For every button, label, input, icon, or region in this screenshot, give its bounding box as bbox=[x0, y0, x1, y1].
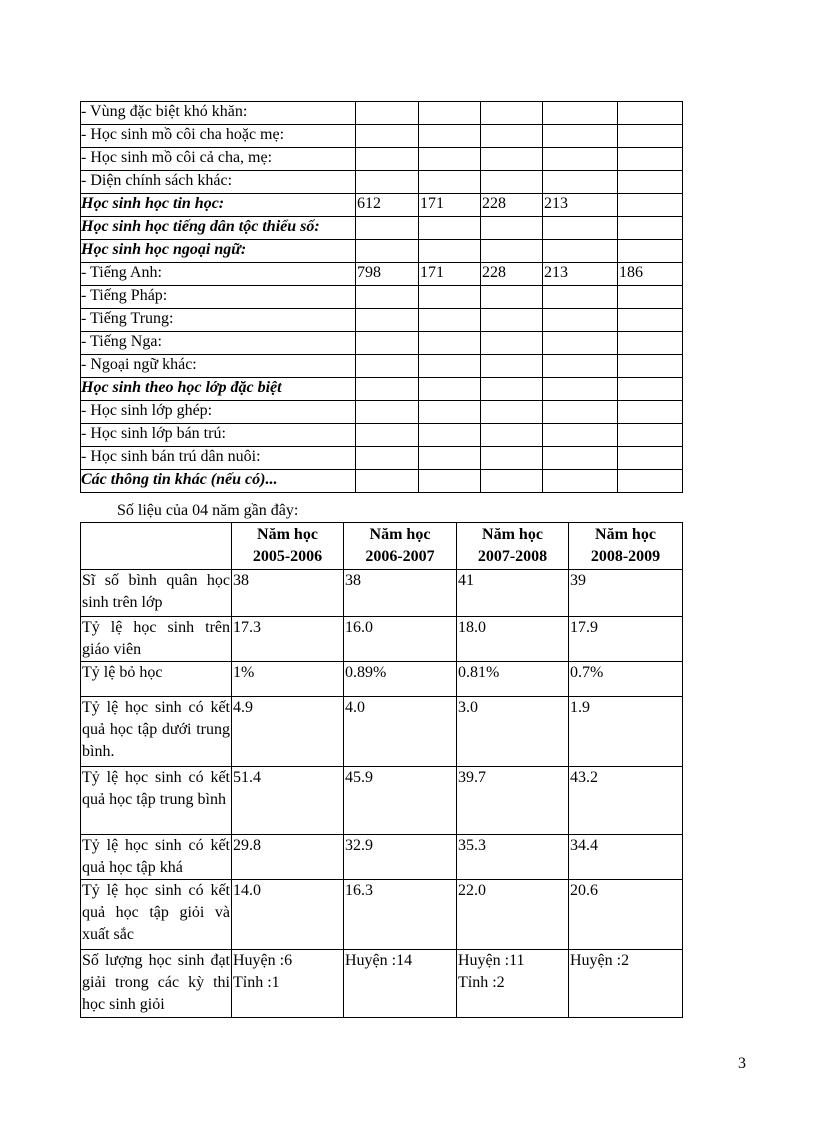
table-cell bbox=[481, 102, 543, 125]
table-cell bbox=[481, 171, 543, 194]
row-label: Học sinh học tin học: bbox=[81, 194, 356, 217]
table-cell bbox=[543, 424, 618, 447]
table-cell bbox=[356, 240, 419, 263]
row-label: - Vùng đặc biệt khó khăn: bbox=[81, 102, 356, 125]
table-cell bbox=[618, 332, 683, 355]
table-row bbox=[81, 286, 683, 309]
table-cell bbox=[356, 378, 419, 401]
table-cell bbox=[618, 401, 683, 424]
table-cell: 18.0 bbox=[457, 617, 569, 662]
row-label: Học sinh theo học lớp đặc biệt bbox=[81, 378, 356, 401]
table-row bbox=[81, 570, 683, 617]
table-row bbox=[81, 697, 683, 767]
table-cell bbox=[481, 332, 543, 355]
table-cell: 16.3 bbox=[344, 880, 457, 950]
table-cell: 4.9 bbox=[232, 697, 344, 767]
table-cell: 612 bbox=[356, 194, 419, 217]
table-cell bbox=[618, 378, 683, 401]
table-cell bbox=[481, 355, 543, 378]
table-cell bbox=[356, 332, 419, 355]
table-cell bbox=[419, 125, 481, 148]
table-cell bbox=[543, 470, 618, 493]
table-cell bbox=[618, 286, 683, 309]
table-cell bbox=[481, 447, 543, 470]
table-row bbox=[81, 835, 683, 880]
row-label: - Tiếng Anh: bbox=[81, 263, 356, 286]
header-empty-cell bbox=[81, 523, 232, 570]
table-cell: 798 bbox=[356, 263, 419, 286]
table-cell: 171 bbox=[419, 194, 481, 217]
table-cell bbox=[618, 355, 683, 378]
table-row bbox=[81, 148, 683, 171]
table-cell bbox=[543, 355, 618, 378]
table-cell bbox=[481, 470, 543, 493]
table-row bbox=[81, 950, 683, 1018]
row-label: - Học sinh lớp bán trú: bbox=[81, 424, 356, 447]
table-row bbox=[81, 424, 683, 447]
table-cell bbox=[481, 309, 543, 332]
table-cell: 1.9 bbox=[569, 697, 683, 767]
table-cell: Huyện :14 bbox=[344, 950, 457, 1018]
table-cell bbox=[356, 217, 419, 240]
table-cell bbox=[356, 355, 419, 378]
table-cell bbox=[419, 309, 481, 332]
row-label: - Ngoại ngữ khác: bbox=[81, 355, 356, 378]
row-label: - Tiếng Nga: bbox=[81, 332, 356, 355]
table-cell: 32.9 bbox=[344, 835, 457, 880]
header-cell: Năm học 2007-2008 bbox=[457, 523, 569, 570]
page-number: 3 bbox=[738, 1055, 746, 1072]
student-category-table bbox=[80, 101, 683, 493]
table-row bbox=[81, 378, 683, 401]
table-cell: 228 bbox=[481, 263, 543, 286]
table-cell: 213 bbox=[543, 263, 618, 286]
row-label: Học sinh học ngoại ngữ: bbox=[81, 240, 356, 263]
table-cell: 4.0 bbox=[344, 697, 457, 767]
table-cell bbox=[419, 148, 481, 171]
table-cell: Huyện :6 Tỉnh :1 bbox=[232, 950, 344, 1018]
table-cell bbox=[543, 286, 618, 309]
table-cell bbox=[543, 401, 618, 424]
table-cell: Huyện :11 Tỉnh :2 bbox=[457, 950, 569, 1018]
row-label: Sĩ số bình quân học sinh trên lớp bbox=[81, 570, 232, 617]
table-cell bbox=[481, 286, 543, 309]
table-cell bbox=[618, 102, 683, 125]
table-cell bbox=[419, 171, 481, 194]
row-label: - Tiếng Trung: bbox=[81, 309, 356, 332]
table-cell: 38 bbox=[232, 570, 344, 617]
table-cell bbox=[419, 286, 481, 309]
table-cell bbox=[481, 378, 543, 401]
table-cell: 228 bbox=[481, 194, 543, 217]
table-cell bbox=[481, 148, 543, 171]
table-cell bbox=[618, 148, 683, 171]
table-cell: 17.3 bbox=[232, 617, 344, 662]
table-cell: 16.0 bbox=[344, 617, 457, 662]
table-cell bbox=[543, 125, 618, 148]
table-cell bbox=[618, 309, 683, 332]
table-cell: 0.89% bbox=[344, 662, 457, 697]
table-cell: 43.2 bbox=[569, 767, 683, 835]
table-row bbox=[81, 880, 683, 950]
table-cell bbox=[356, 286, 419, 309]
table-cell bbox=[618, 240, 683, 263]
table-row bbox=[81, 309, 683, 332]
table-cell: Huyện :2 bbox=[569, 950, 683, 1018]
row-label: Tỷ lệ học sinh có kết quả học tập trung bình bbox=[81, 767, 232, 835]
header-cell: Năm học 2005-2006 bbox=[232, 523, 344, 570]
table-cell bbox=[543, 171, 618, 194]
table-row bbox=[81, 217, 683, 240]
table-cell bbox=[543, 309, 618, 332]
row-label: Các thông tin khác (nếu có)... bbox=[81, 470, 356, 493]
table-cell: 34.4 bbox=[569, 835, 683, 880]
table-cell: 29.8 bbox=[232, 835, 344, 880]
table-cell bbox=[356, 125, 419, 148]
table-cell bbox=[356, 148, 419, 171]
table-cell bbox=[419, 424, 481, 447]
table-cell: 14.0 bbox=[232, 880, 344, 950]
table-caption: Số liệu của 04 năm gần đây: bbox=[117, 502, 299, 519]
table-cell bbox=[618, 217, 683, 240]
table-cell bbox=[419, 355, 481, 378]
table-row bbox=[81, 102, 683, 125]
table-cell bbox=[543, 217, 618, 240]
table-cell bbox=[419, 332, 481, 355]
table-row bbox=[81, 332, 683, 355]
row-label: - Diện chính sách khác: bbox=[81, 171, 356, 194]
four-year-statistics-table bbox=[80, 522, 683, 1018]
row-label: - Học sinh bán trú dân nuôi: bbox=[81, 447, 356, 470]
table-cell bbox=[618, 125, 683, 148]
table-cell: 1% bbox=[232, 662, 344, 697]
table-header-row bbox=[81, 523, 683, 570]
table-cell bbox=[543, 148, 618, 171]
row-label: Tỷ lệ học sinh có kết quả học tập giỏi và xuất sắc bbox=[81, 880, 232, 950]
table-cell bbox=[356, 447, 419, 470]
table-cell bbox=[419, 401, 481, 424]
table-cell bbox=[618, 194, 683, 217]
table-row bbox=[81, 447, 683, 470]
table-row bbox=[81, 125, 683, 148]
table-cell: 41 bbox=[457, 570, 569, 617]
row-label: - Học sinh lớp ghép: bbox=[81, 401, 356, 424]
header-cell: Năm học 2008-2009 bbox=[569, 523, 683, 570]
table-cell: 186 bbox=[618, 263, 683, 286]
table-cell bbox=[618, 424, 683, 447]
table-cell: 39.7 bbox=[457, 767, 569, 835]
row-label: Tỷ lệ học sinh có kết quả học tập dưới trung bình. bbox=[81, 697, 232, 767]
row-label: - Học sinh mồ côi cả cha, mẹ: bbox=[81, 148, 356, 171]
table-cell bbox=[356, 171, 419, 194]
row-label: Số lượng học sinh đạt giải trong các kỳ thi học sinh giỏi bbox=[81, 950, 232, 1018]
table-row bbox=[81, 355, 683, 378]
table-cell bbox=[481, 217, 543, 240]
table-cell bbox=[618, 447, 683, 470]
table-cell: 38 bbox=[344, 570, 457, 617]
table-cell bbox=[419, 240, 481, 263]
table-cell bbox=[419, 378, 481, 401]
table-cell: 39 bbox=[569, 570, 683, 617]
table-cell: 0.7% bbox=[569, 662, 683, 697]
table-cell: 20.6 bbox=[569, 880, 683, 950]
table-cell bbox=[543, 332, 618, 355]
table-cell bbox=[481, 125, 543, 148]
table-cell: 45.9 bbox=[344, 767, 457, 835]
table-cell bbox=[356, 424, 419, 447]
row-label: Tỷ lệ học sinh trên giáo viên bbox=[81, 617, 232, 662]
table-cell bbox=[419, 470, 481, 493]
table-row bbox=[81, 240, 683, 263]
table-cell bbox=[481, 424, 543, 447]
table-cell bbox=[419, 447, 481, 470]
table-row bbox=[81, 401, 683, 424]
table-cell: 171 bbox=[419, 263, 481, 286]
table-cell bbox=[356, 309, 419, 332]
table-cell bbox=[419, 217, 481, 240]
table-row bbox=[81, 617, 683, 662]
table-cell bbox=[481, 240, 543, 263]
table-row bbox=[81, 662, 683, 697]
row-label: - Tiếng Pháp: bbox=[81, 286, 356, 309]
table-row bbox=[81, 767, 683, 835]
table-cell bbox=[356, 470, 419, 493]
table-row bbox=[81, 194, 683, 217]
table-cell bbox=[543, 102, 618, 125]
row-label: - Học sinh mồ côi cha hoặc mẹ: bbox=[81, 125, 356, 148]
table-cell bbox=[356, 401, 419, 424]
row-label: Học sinh học tiếng dân tộc thiểu số: bbox=[81, 217, 356, 240]
table-cell bbox=[419, 102, 481, 125]
row-label: Tỷ lệ bỏ học bbox=[81, 662, 232, 697]
table-cell: 22.0 bbox=[457, 880, 569, 950]
table-row bbox=[81, 470, 683, 493]
table-cell: 0.81% bbox=[457, 662, 569, 697]
table-cell bbox=[481, 401, 543, 424]
table-cell bbox=[543, 240, 618, 263]
table-cell bbox=[618, 470, 683, 493]
table-cell: 213 bbox=[543, 194, 618, 217]
table-cell: 51.4 bbox=[232, 767, 344, 835]
table-cell bbox=[618, 171, 683, 194]
table-cell bbox=[543, 447, 618, 470]
table-cell bbox=[543, 378, 618, 401]
table-cell: 3.0 bbox=[457, 697, 569, 767]
table-cell: 17.9 bbox=[569, 617, 683, 662]
table-cell: 35.3 bbox=[457, 835, 569, 880]
table-row bbox=[81, 263, 683, 286]
table-row bbox=[81, 171, 683, 194]
row-label: Tỷ lệ học sinh có kết quả học tập khá bbox=[81, 835, 232, 880]
header-cell: Năm học 2006-2007 bbox=[344, 523, 457, 570]
table-cell bbox=[356, 102, 419, 125]
